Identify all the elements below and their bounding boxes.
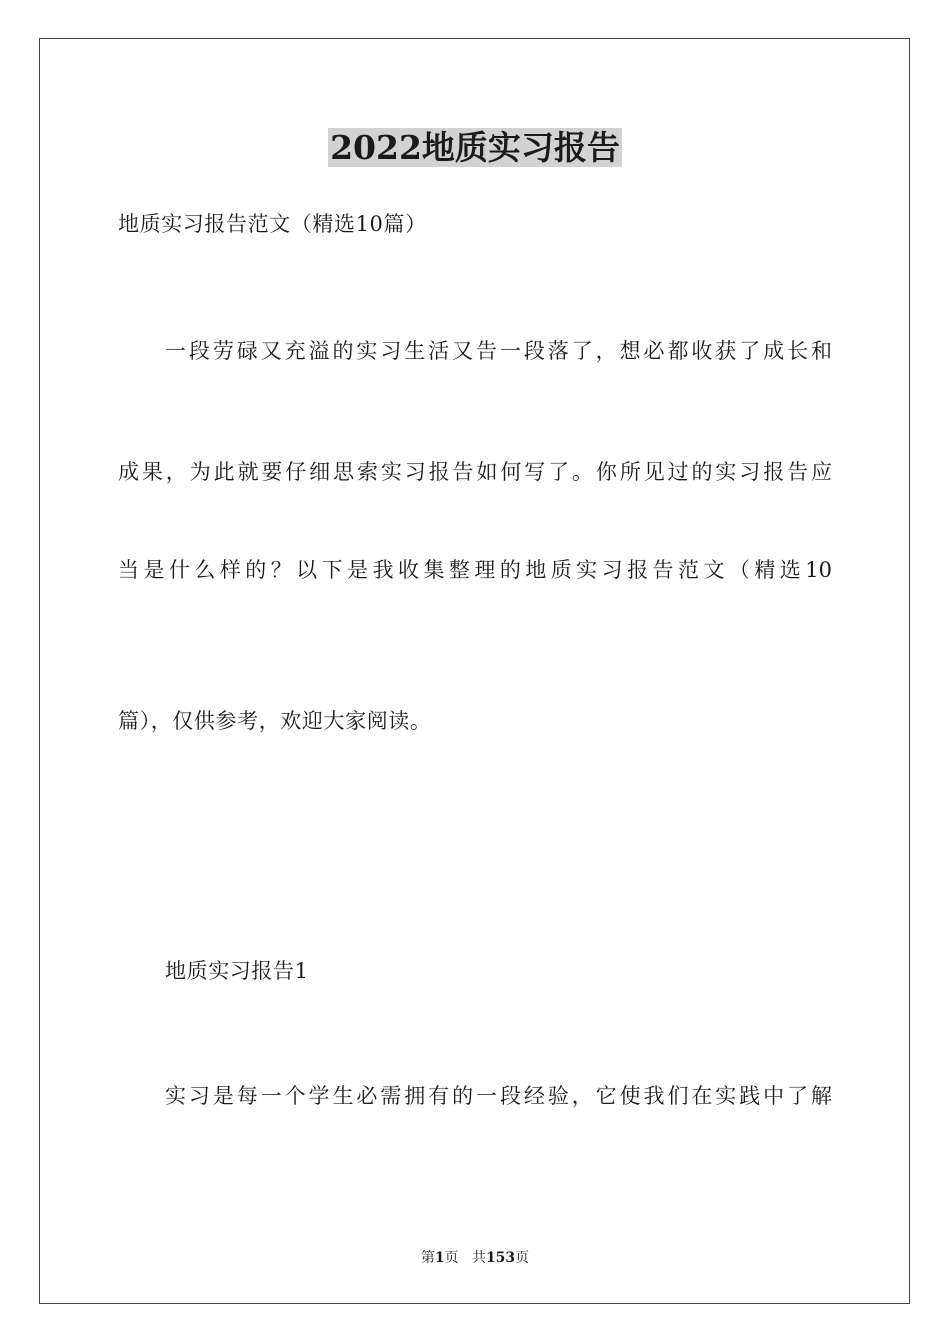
footer-prefix: 第 [420, 1250, 435, 1266]
total-pages-number: 153 [485, 1250, 516, 1266]
footer-total-suffix: 页 [515, 1250, 530, 1266]
intro-paragraph-line: 当是什么样的？以下是我收集整理的地质实习报告范文（精选10 [118, 558, 832, 582]
section-heading: 地质实习报告1 [165, 959, 309, 983]
footer-page-suffix: 页 [444, 1250, 459, 1266]
current-page-number: 1 [434, 1250, 445, 1266]
intro-paragraph-line: 篇），仅供参考，欢迎大家阅读。 [118, 709, 432, 733]
page-footer [0, 1248, 950, 1268]
document-title [0, 126, 950, 170]
title-text: 2022地质实习报告 [330, 128, 620, 167]
document-subtitle: 地质实习报告范文（精选10篇） [118, 212, 427, 236]
section-paragraph-line: 实习是每一个学生必需拥有的一段经验，它使我们在实践中了解 [165, 1084, 832, 1108]
intro-paragraph-line: 一段劳碌又充溢的实习生活又告一段落了，想必都收获了成长和 [165, 339, 832, 363]
intro-paragraph-line: 成果，为此就要仔细思索实习报告如何写了。你所见过的实习报告应 [118, 460, 832, 484]
footer-total-prefix: 共 [471, 1250, 486, 1266]
